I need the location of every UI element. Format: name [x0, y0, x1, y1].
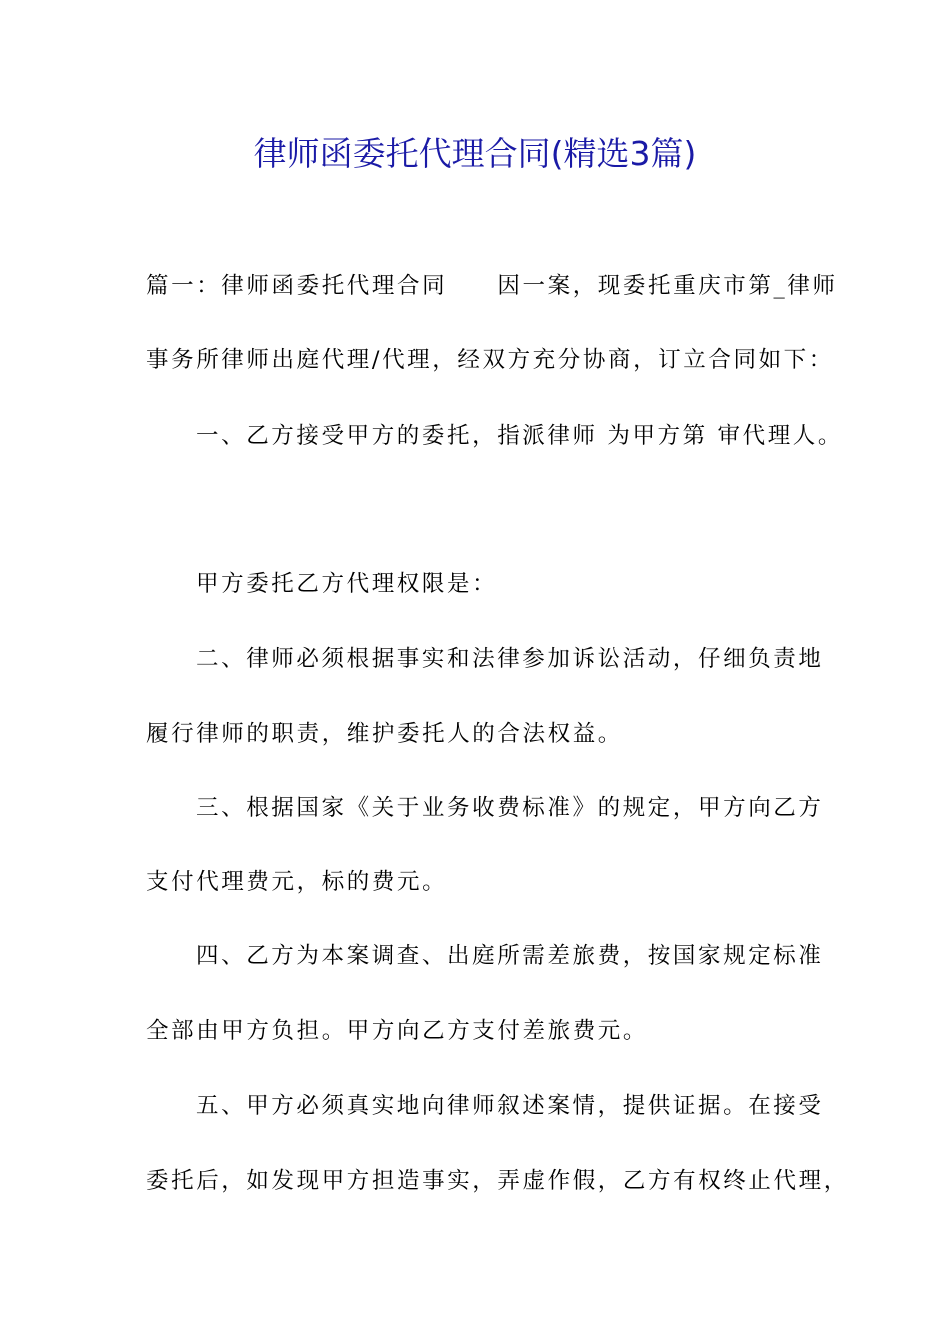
paragraph-line: 篇一：律师函委托代理合同 因一案，现委托重庆市第_律师 [146, 273, 838, 299]
paragraph-line: 甲方委托乙方代理权限是： [196, 571, 498, 597]
paragraph-line: 全部由甲方负担。甲方向乙方支付差旅费元。 [146, 1018, 649, 1044]
paragraph-line: 四、乙方为本案调查、出庭所需差旅费，按国家规定标准 [196, 943, 824, 969]
paragraph-line: 五、甲方必须真实地向律师叙述案情，提供证据。在接受 [196, 1093, 824, 1119]
paragraph-line: 委托后，如发现甲方担造事实，弄虚作假，乙方有权终止代理， [146, 1168, 849, 1194]
paragraph-line: 一、乙方接受甲方的委托，指派律师 为甲方第 审代理人。 [196, 423, 844, 449]
paragraph-line: 事务所律师出庭代理/代理，经双方充分协商，订立合同如下： [146, 347, 834, 373]
document-title: 律师函委托代理合同(精选3篇) [253, 134, 697, 173]
paragraph-line: 二、律师必须根据事实和法律参加诉讼活动，仔细负责地 [196, 646, 824, 672]
paragraph-line: 履行律师的职责，维护委托人的合法权益。 [146, 721, 623, 747]
paragraph-line: 三、根据国家《关于业务收费标准》的规定，甲方向乙方 [196, 795, 824, 821]
paragraph-line: 支付代理费元，标的费元。 [146, 869, 448, 895]
